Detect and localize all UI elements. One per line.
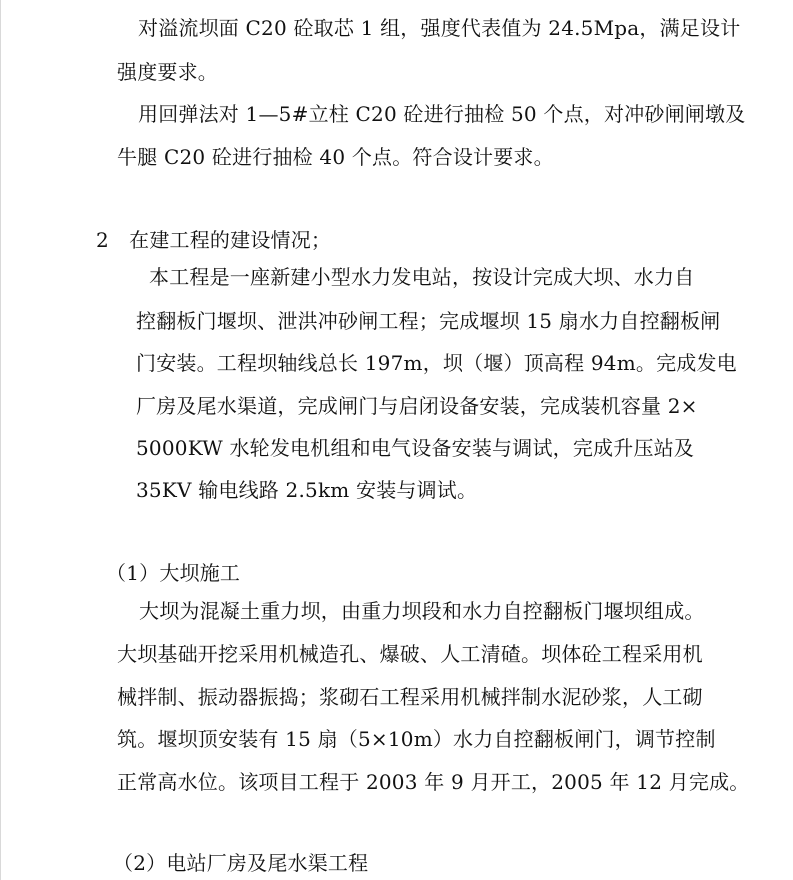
subsection-2-heading: （2）电站厂房及尾水渠工程 xyxy=(113,851,369,875)
section-2-line-1: 本工程是一座新建小型水力发电站，按设计完成大坝、水力自 xyxy=(149,265,695,289)
subsection-1-line-5: 正常高水位。该项目工程于 2003 年 9 月开工，2005 年 12 月完成。 xyxy=(117,770,750,794)
paragraph-1-line-1: 对溢流坝面 C20 砼取芯 1 组，强度代表值为 24.5Mpa，满足设计 xyxy=(138,16,741,40)
subsection-1-line-1: 大坝为混凝土重力坝，由重力坝段和水力自控翻板门堰坝组成。 xyxy=(139,599,705,623)
section-2-line-2: 控翻板门堰坝、泄洪冲砂闸工程；完成堰坝 15 扇水力自控翻板闸 xyxy=(136,309,721,333)
subsection-1-line-3: 械拌制、振动器振捣；浆砌石工程采用机械拌制水泥砂浆，人工砌 xyxy=(117,685,703,709)
subsection-1-heading: （1）大坝施工 xyxy=(106,561,241,585)
section-2-line-3: 门安装。工程坝轴线总长 197m，坝（堰）顶高程 94m。完成发电 xyxy=(136,351,737,375)
paragraph-1-line-2: 强度要求。 xyxy=(117,60,218,84)
section-2-line-4: 厂房及尾水渠道，完成闸门与启闭设备安装，完成装机容量 2× xyxy=(136,394,698,418)
subsection-1-line-2: 大坝基础开挖采用机械造孔、爆破、人工清碴。坝体砼工程采用机 xyxy=(117,642,703,666)
paragraph-2-line-1: 用回弹法对 1—5#立柱 C20 砼进行抽检 50 个点，对冲砂闸闸墩及 xyxy=(138,102,746,126)
section-2-line-6: 35KV 输电线路 2.5km 安装与调试。 xyxy=(136,478,478,502)
subsection-1-line-4: 筑。堰坝顶安装有 15 扇（5×10m）水力自控翻板闸门，调节控制 xyxy=(117,727,716,751)
section-2-line-5: 5000KW 水轮发电机组和电气设备安装与调试，完成升压站及 xyxy=(136,436,695,460)
section-2-heading: 2 在建工程的建设情况； xyxy=(96,228,332,252)
paragraph-2-line-2: 牛腿 C20 砼进行抽检 40 个点。符合设计要求。 xyxy=(117,145,554,169)
